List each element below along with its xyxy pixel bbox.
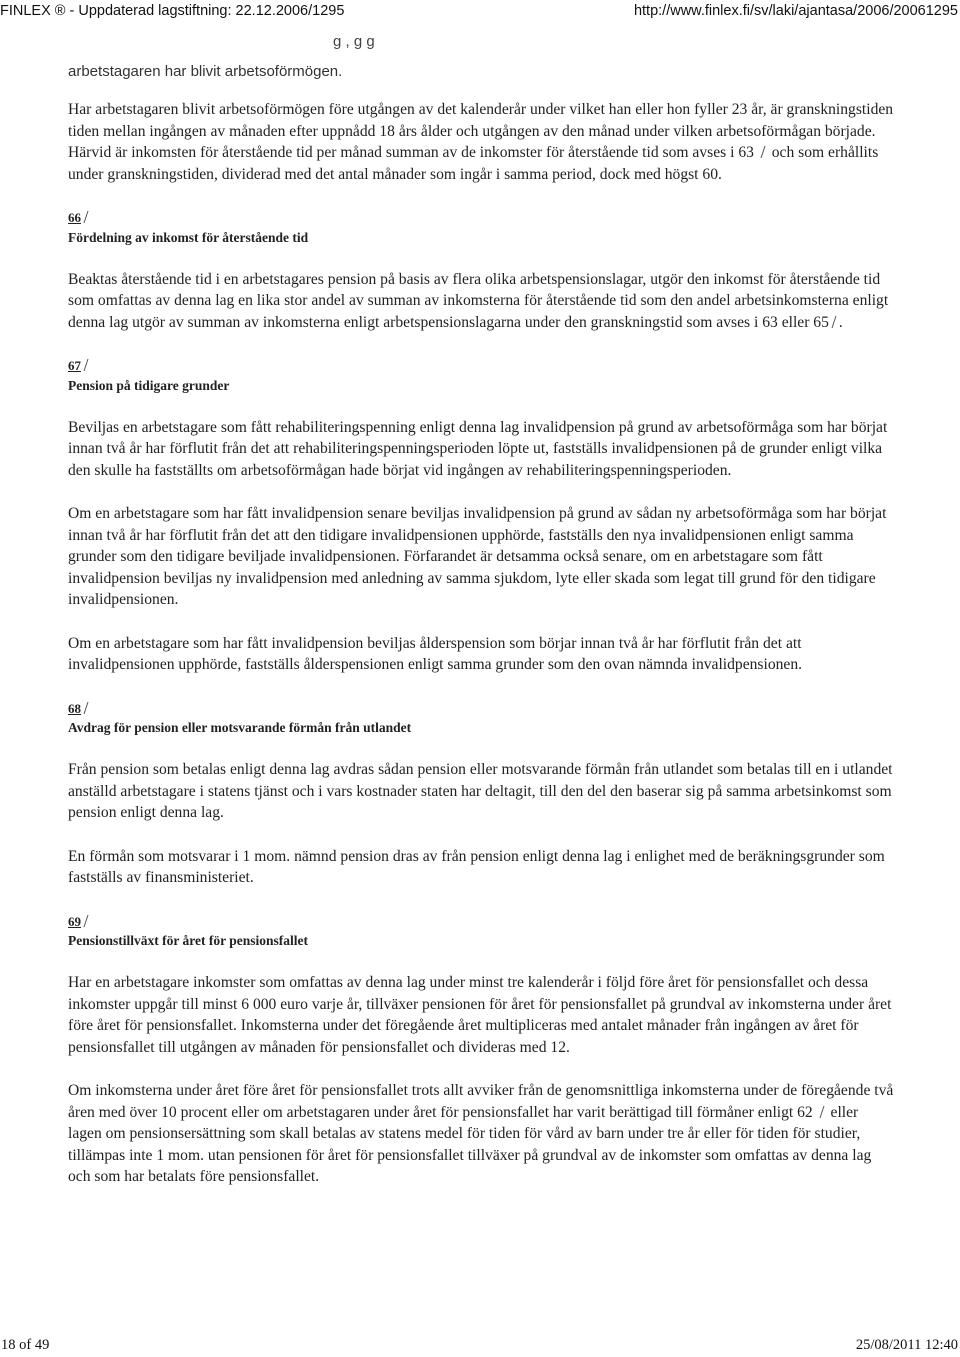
section-66 <box>68 207 894 247</box>
print-header <box>0 0 960 24</box>
paragraph-text-end: eller lagen om pensionsersättning som skall betalas av statens medel för tiden för vård av barn under tre år eller för tiden för studier, tillämpas inte 1 mom. utan pensionen för året för pensionsfallet tillväxer på grundval av de inkomster som omfattas av denna lag och som har betalats före pensionsfallet. <box>68 1103 872 1185</box>
intro-text-b: och som erhållits under granskningstiden, dividerad med det antal månader som ingår i samma period, dock med högst 60. <box>68 144 879 183</box>
section-paragraph: Beviljas en arbetstagare som fått rehabiliteringspenning enligt denna lag invalidpension på grund av arbetsoförmåga som har börjat innan två år har förflutit från det att rehabiliteringspenningsperioden löpte ut, fastställs invalidpensionen på de grunder enligt vilka den skulle ha fastställts om arbetsoförmågan hade börjat vid ingången av rehabiliteringspenningsperioden. <box>68 418 888 479</box>
paragraph-text-end: . <box>838 313 843 331</box>
print-datetime: 25/08/2011 12:40 <box>855 1337 958 1353</box>
page-counter: 18 of 49 <box>1 1337 50 1353</box>
paragraph-text: Om inkomsterna under året före året för pensionsfallet trots allt avviker från de genomsnittliga inkomsterna under de föregående två åren med över 10 procent eller om arbetstagaren under året för pensionsfallet har varit berättigad till förmåner enligt 62 <box>68 1082 894 1121</box>
top-fragment <box>68 33 894 82</box>
section-sign-icon <box>817 1105 827 1119</box>
section-paragraph: Om en arbetstagare som har fått invalidpension beviljas ålderspension som börjar innan två år har förflutit från det att invalidpensionen upphörde, fastställs ålderspensionen enligt samma grunder som den ovan nämnda invalidpensionen. <box>68 634 803 673</box>
section-paragraph <box>68 269 894 334</box>
section-paragraph: Om en arbetstagare som har fått invalidpension senare beviljas invalidpension på grund av sådan ny arbetsoförmåga som har börjat innan två år har förflutit från det att den tidigare invalidpensionen upphörde, fastställs den nya invalidpensionen enligt samma grunder som den tidigare beviljade invalidpensionen. Förfarandet är detsamma också senare, om en arbetstagare som fått invalidpension beviljas ny invalidpension med anledning av samma sjukdom, lyte eller skada som legat till grund för den tidigare invalidpensionen. <box>68 505 887 608</box>
section-sign-icon <box>82 358 91 372</box>
paragraph-text: Beaktas återstående tid i en arbetstagares pension på basis av flera olika arbetspensionslagar, utgör den inkomst för återstående tid som omfattas av denna lag en lika stor andel av summan av inkomsterna för återstående tid som den andel arbetsinkomsterna enligt denna lag utgör av summan av inkomsterna enligt arbetspensionslagarna under den granskningstid som avses i 63 eller 65 <box>68 270 889 331</box>
section-69 <box>68 911 894 951</box>
section-title: Pensionstillväxt för året för pensionsfallet <box>68 933 308 948</box>
clipped-text: g , g g <box>333 33 375 50</box>
section-number-link[interactable]: 66 <box>68 210 81 225</box>
intro-text-a: Har arbetstagaren blivit arbetsoförmögen före utgången av det kalenderår under vilket han eller hon fyller 23 år, är granskningstiden tiden mellan ingången av månaden efter uppnådd 18 års ålder och utgången av den månad under vilken arbetsoförmågan började. Härvid är inkomsten för återstående tid per månad summan av de inkomster för återstående tid som avses i 63 <box>68 101 894 161</box>
section-sign-icon <box>82 701 91 715</box>
section-number-link[interactable]: 67 <box>68 358 81 373</box>
section-sign-icon <box>82 210 91 224</box>
section-title: Avdrag för pension eller motsvarande förmån från utlandet <box>68 720 412 735</box>
section-sign-icon <box>829 315 839 329</box>
section-number-link[interactable]: 69 <box>68 913 81 929</box>
section-title: Fördelning av inkomst för återstående tid <box>68 229 309 245</box>
section-paragraph: Har en arbetstagare inkomster som omfattas av denna lag under minst tre kalenderår i följd före året för pensionsfallet och dessa inkomster uppgår till minst 6 000 euro varje år, tillväxer pensionen för året för pensionsfallet på grundval av inkomsterna under året före året för pensionsfallet. Inkomsterna under det föregående året multipliceras med antalet månader från ingången av året för pensionsfallet till utgången av månaden för pensionsfallet och divideras med 12. <box>68 974 892 1056</box>
print-footer <box>0 1335 960 1357</box>
intro-paragraph <box>68 99 894 185</box>
section-67 <box>68 355 894 395</box>
fragment-line: arbetstagaren har blivit arbetsoförmögen. <box>68 63 343 80</box>
section-title: Pension på tidigare grunder <box>68 377 230 393</box>
section-paragraph: En förmån som motsvarar i 1 mom. nämnd pension dras av från pension enligt denna lag i enlighet med de beräkningsgrunder som fastställs av finansministeriet. <box>68 847 885 886</box>
section-sign-icon <box>82 914 91 928</box>
section-68 <box>68 698 894 738</box>
document-body <box>68 33 894 1188</box>
section-sign-icon <box>758 145 768 159</box>
section-number-link[interactable]: 68 <box>68 700 81 716</box>
print-header-url[interactable]: http://www.finlex.fi/sv/laki/ajantasa/2006/20061295 <box>633 3 958 19</box>
print-header-title: FINLEX ® - Uppdaterad lagstiftning: 22.12.2006/1295 <box>0 3 345 19</box>
section-paragraph: Från pension som betalas enligt denna lag avdras sådan pension eller motsvarande förmån från utlandet som betalas till en i utlandet anställd arbetstagare i statens tjänst och i vars kostnader staten har deltagit, till den del den baserar sig på samma arbetsinkomst som pension enligt denna lag. <box>68 761 893 821</box>
section-paragraph <box>68 1080 894 1188</box>
